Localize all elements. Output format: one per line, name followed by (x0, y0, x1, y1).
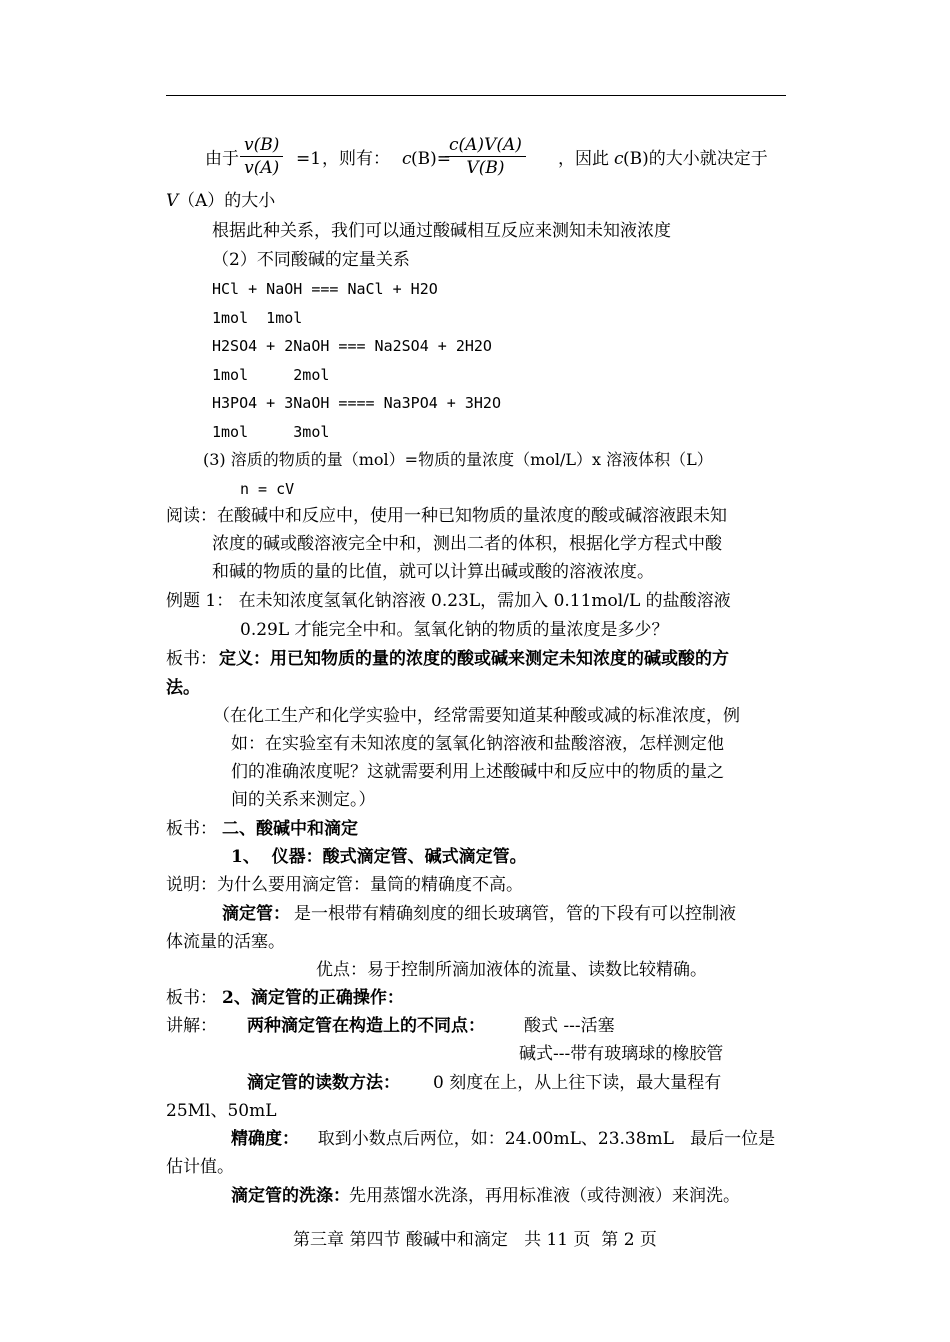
paren-line-3: 们的准确浓度呢？这就需要利用上述酸碱中和反应中的物质的量之 (231, 762, 724, 782)
board2-heading: 二、酸碱中和滴定 (222, 819, 358, 839)
lecture-label: 讲解： (166, 1016, 217, 1036)
board1-label: 板书： (166, 649, 217, 669)
formula-suffix-c: c (614, 149, 624, 169)
explain-line: 说明：为什么要用滴定管：量筒的精确度不高。 (166, 875, 523, 895)
va-var: V (166, 191, 179, 211)
board1-definition-1: 定义：用已知物质的量的浓度的酸或碱来测定未知浓度的碱或酸的方 (219, 649, 729, 669)
section3-heading: (3) 溶质的物质的量（mol）=物质的量浓度（mol/L）x 溶液体积（L） (203, 450, 713, 469)
reading-method-line-2: 25Ml、50mL (166, 1101, 277, 1121)
precision-line-2: 估计值。 (166, 1157, 234, 1177)
header-rule (166, 95, 786, 96)
equation-3: H3PO4 + 3NaOH ==== Na3PO4 + 3H2O (212, 394, 501, 412)
fraction-vb-va (240, 134, 283, 179)
equation-2: H2SO4 + 2NaOH === Na2SO4 + 2H2O (212, 337, 492, 355)
fraction-numerator: v(B) (244, 135, 280, 155)
paren-line-1: （在化工生产和化学实验中，经常需要知道某种酸或减的标准浓度，例 (213, 706, 740, 726)
equation-1-mol: 1mol 1mol (212, 309, 303, 327)
burette-line-1: 是一根带有精确刻度的细长玻璃管，管的下段有可以控制液 (294, 904, 736, 924)
formula-then: ，则有： (322, 149, 390, 169)
lecture-acid: 酸式 ---活塞 (524, 1016, 615, 1036)
formula-eq-one: =1 (296, 149, 322, 169)
relation-line: 根据此种关系，我们可以通过酸碱相互反应来测知未知液浓度 (212, 221, 671, 241)
reading-line-1: 阅读：在酸碱中和反应中，使用一种已知物质的量浓度的酸或碱溶液跟未知 (166, 506, 727, 526)
lecture-heading: 两种滴定管在构造上的不同点： (247, 1016, 485, 1036)
reading-line-2: 浓度的碱或酸溶液完全中和，测出二者的体积，根据化学方程式中酸 (212, 534, 722, 554)
board2-label: 板书： (166, 819, 217, 839)
example-line-1: 例题 1： 在未知浓度氢氧化钠溶液 0.23L，需加入 0.11mol/L 的盐酸溶液 (166, 591, 731, 611)
va-rest: （A）的大小 (178, 191, 276, 211)
reading-method-term: 滴定管的读数方法： (247, 1073, 400, 1093)
reading-method-line-1: 0 刻度在上，从上往下读，最大量程有 (433, 1073, 722, 1093)
paren-line-2: 如：在实验室有未知浓度的氢氧化钠溶液和盐酸溶液，怎样测定他 (231, 734, 724, 754)
equation-3-mol: 1mol 3mol (212, 423, 330, 441)
lecture-base: 碱式---带有玻璃球的橡胶管 (519, 1044, 724, 1064)
burette-line-2: 体流量的活塞。 (166, 932, 285, 952)
advantage-line: 优点：易于控制所滴加液体的流量、读数比较精确。 (316, 960, 707, 980)
paren-line-4: 间的关系来测定。） (231, 790, 376, 810)
formula-c-var: c (402, 149, 412, 169)
instrument-line: 1、 仪器：酸式滴定管、碱式滴定管。 (231, 847, 527, 867)
fraction-denominator: V(B) (445, 156, 526, 179)
equation-2-mol: 1mol 2mol (212, 366, 330, 384)
formula-prefix: 由于 (205, 149, 239, 169)
precision-term: 精确度： (231, 1129, 299, 1149)
fraction-numerator: c(A)V(A) (449, 135, 522, 155)
formula-suffix-pre: ，因此 (558, 149, 609, 169)
fraction-cavA-vb (445, 134, 526, 179)
fraction-denominator: v(A) (240, 156, 283, 179)
washing-term: 滴定管的洗涤： (231, 1186, 350, 1206)
page-footer: 第三章 第四节 酸碱中和滴定 共 11 页 第 2 页 (293, 1230, 657, 1250)
board3-label: 板书： (166, 988, 217, 1008)
equation-1: HCl + NaOH === NaCl + H2O (212, 280, 438, 298)
reading-line-3: 和碱的物质的量的比值，就可以计算出碱或酸的溶液浓度。 (212, 562, 654, 582)
board1-definition-2: 法。 (166, 678, 200, 698)
section2-heading: （2）不同酸碱的定量关系 (212, 250, 410, 270)
formula-c-rest: (B)= (411, 149, 452, 169)
burette-term: 滴定管： (222, 904, 290, 924)
example-line-2: 0.29L 才能完全中和。氢氧化钠的物质的量浓度是多少？ (240, 620, 669, 640)
washing-text: 先用蒸馏水洗涤，再用标准液（或待测液）来润洗。 (349, 1186, 740, 1206)
board3-heading: 2、滴定管的正确操作： (222, 988, 404, 1008)
precision-line-1: 取到小数点后两位，如：24.00mL、23.38mL 最后一位是 (307, 1129, 776, 1149)
ncv-formula: n = cV (240, 480, 295, 498)
formula-suffix-post: (B)的大小就决定于 (623, 149, 768, 169)
